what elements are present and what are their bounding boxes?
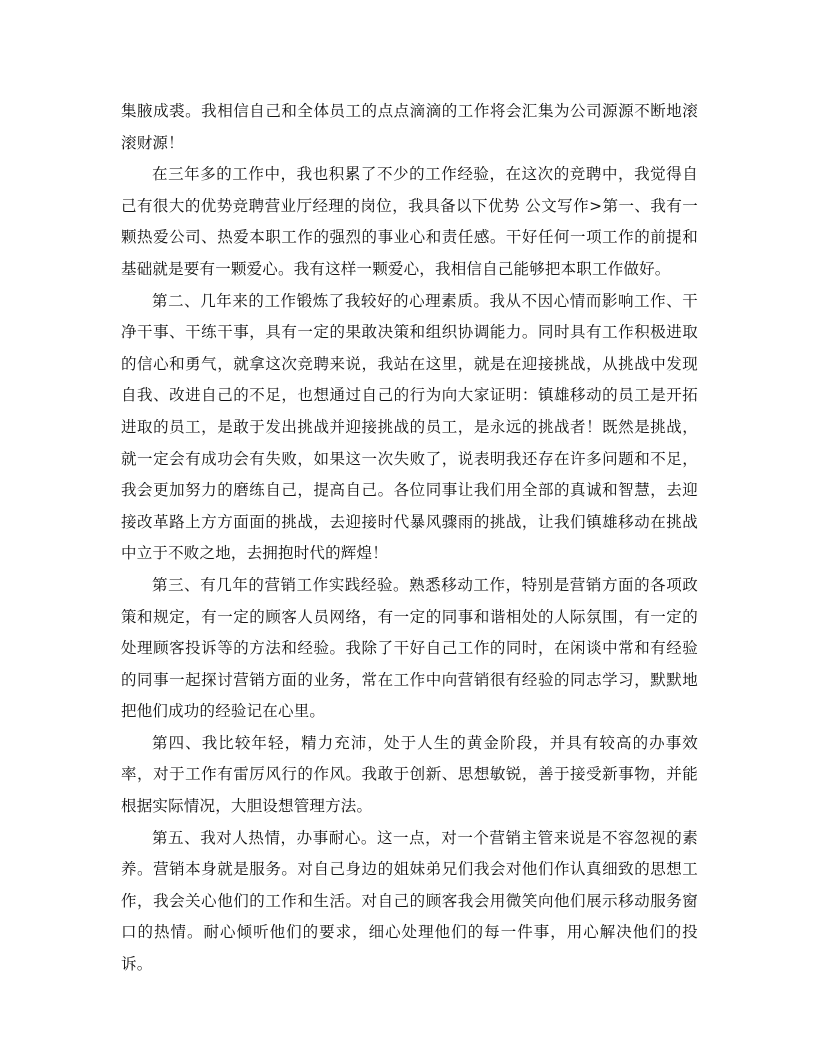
paragraph-3: 第二、几年来的工作锻炼了我较好的心理素质。我从不因心情而影响工作、干净干事、干练干事，具有一定的果敢决策和组织协调能力。同时具有工作积极进取的信心和勇气，就拿这次竞聘来说，我站在这里，就是在迎接挑战，从挑战中发现自我、改进自己的不足，也想通过自己的行为向大家证明：镇雄移动的员工是开拓进取的员工，是敢于发出挑战并迎接挑战的员工，是永远的挑战者！既然是挑战，就一定会有成功会有失败，如果这一次失败了，说表明我还存在许多问题和不足，我会更加努力的磨练自己，提高自己。各位同事让我们用全部的真诚和智慧，去迎接改革路上方方面面的挑战，去迎接时代暴风骤雨的挑战，让我们镇雄移动在挑战中立于不败之地，去拥抱时代的辉煌！ <box>121 291 698 563</box>
paragraph-1: 集腋成裘。我相信自己和全体员工的点点滴滴的工作将会汇集为公司源源不断地滚滚财源！ <box>121 102 698 152</box>
paragraph-2: 在三年多的工作中，我也积累了不少的工作经验，在这次的竞聘中，我觉得自己有很大的优势竞聘营业厅经理的岗位，我具备以下优势 公文写作>第一、我有一颗热爱公司、热爱本职工作的强烈的事业心和责任感。干好任何一项工作的前提和基础就是要有一颗爱心。我有这样一颗爱心，我相信自己能够把本职工作做好。 <box>121 165 698 278</box>
document-body <box>121 96 698 981</box>
paragraph-6: 第五、我对人热情，办事耐心。这一点，对一个营销主管来说是不容忽视的素养。营销本身就是服务。对自己身边的姐妹弟兄们我会对他们作认真细致的思想工作，我会关心他们的工作和生活。对自己的顾客我会用微笑向他们展示移动服务窗口的热情。耐心倾听他们的要求，细心处理他们的每一件事，用心解决他们的投诉。 <box>121 828 698 974</box>
paragraph-5: 第四、我比较年轻，精力充沛，处于人生的黄金阶段，并具有较高的办事效率，对于工作有雷厉风行的作风。我敢于创新、思想敏锐，善于接受新事物，并能根据实际情况，大胆设想管理方法。 <box>121 733 698 816</box>
paragraph-4: 第三、有几年的营销工作实践经验。熟悉移动工作，特别是营销方面的各项政策和规定，有一定的顾客人员网络，有一定的同事和谐相处的人际氛围，有一定的处理顾客投诉等的方法和经验。我除了干好自己工作的同时，在闲谈中常和有经验的同事一起探讨营销方面的业务，常在工作中向营销很有经验的同志学习，默默地把他们成功的经验记在心里。 <box>121 575 698 721</box>
